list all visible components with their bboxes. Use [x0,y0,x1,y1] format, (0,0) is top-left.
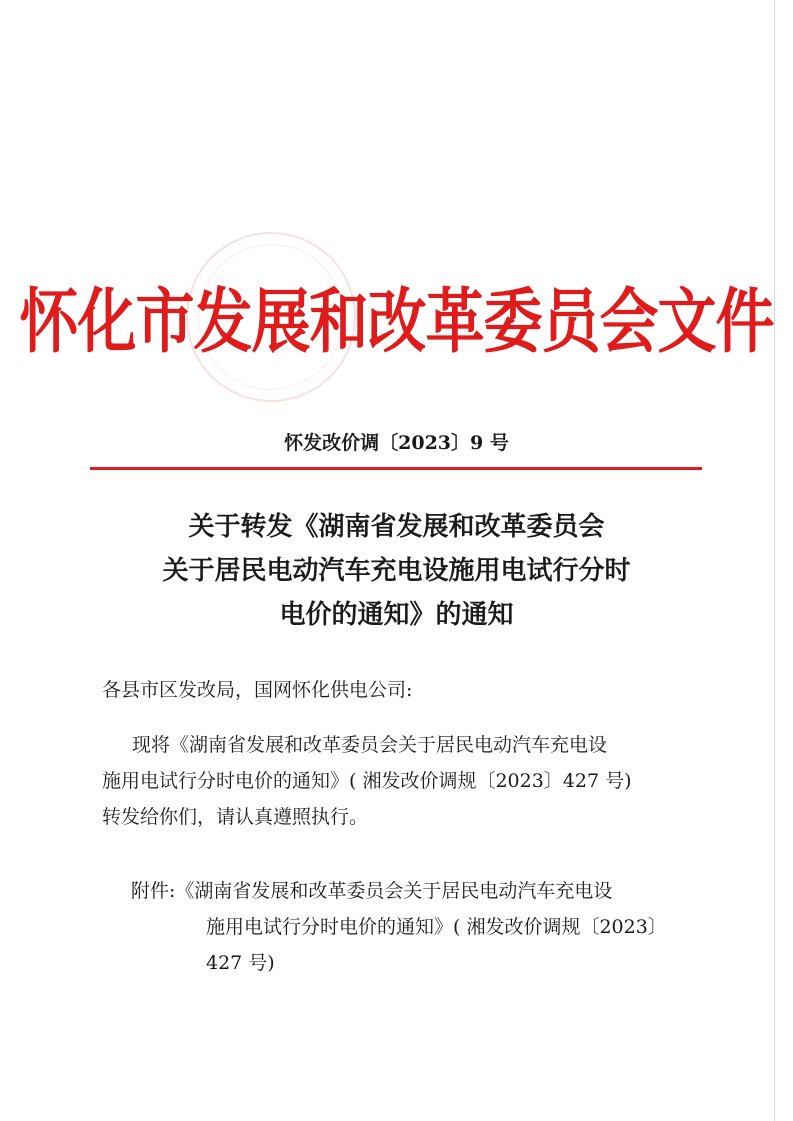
document-title [0,505,793,637]
red-divider-line [90,467,702,470]
body-paragraph-line-3: 转发给你们，请认真遵照执行。 [102,806,369,828]
attachment-line-3: 427 号) [206,952,275,974]
body-paragraph-line-1: 现将《湖南省发展和改革委员会关于居民电动汽车充电设 [132,734,608,756]
attachment-line-1: 附件:《湖南省发展和改革委员会关于居民电动汽车充电设 [131,880,613,902]
document-number: 怀发改价调〔2023〕9 号 [284,432,509,454]
title-line-1: 关于转发《湖南省发展和改革委员会 [188,512,605,542]
title-line-3: 电价的通知》的通知 [279,600,514,630]
salutation: 各县市区发改局，国网怀化供电公司: [102,679,413,701]
title-line-2: 关于居民电动汽车充电设施用电试行分时 [162,556,631,586]
issuing-authority-header: 怀化市发展和改革委员会文件 [19,280,774,363]
attachment-line-2: 施用电试行分时电价的通知》( 湘发改价调规〔2023〕 [206,916,667,938]
body-paragraph-line-2: 施用电试行分时电价的通知》( 湘发改价调规〔2023〕427 号) [102,770,632,792]
